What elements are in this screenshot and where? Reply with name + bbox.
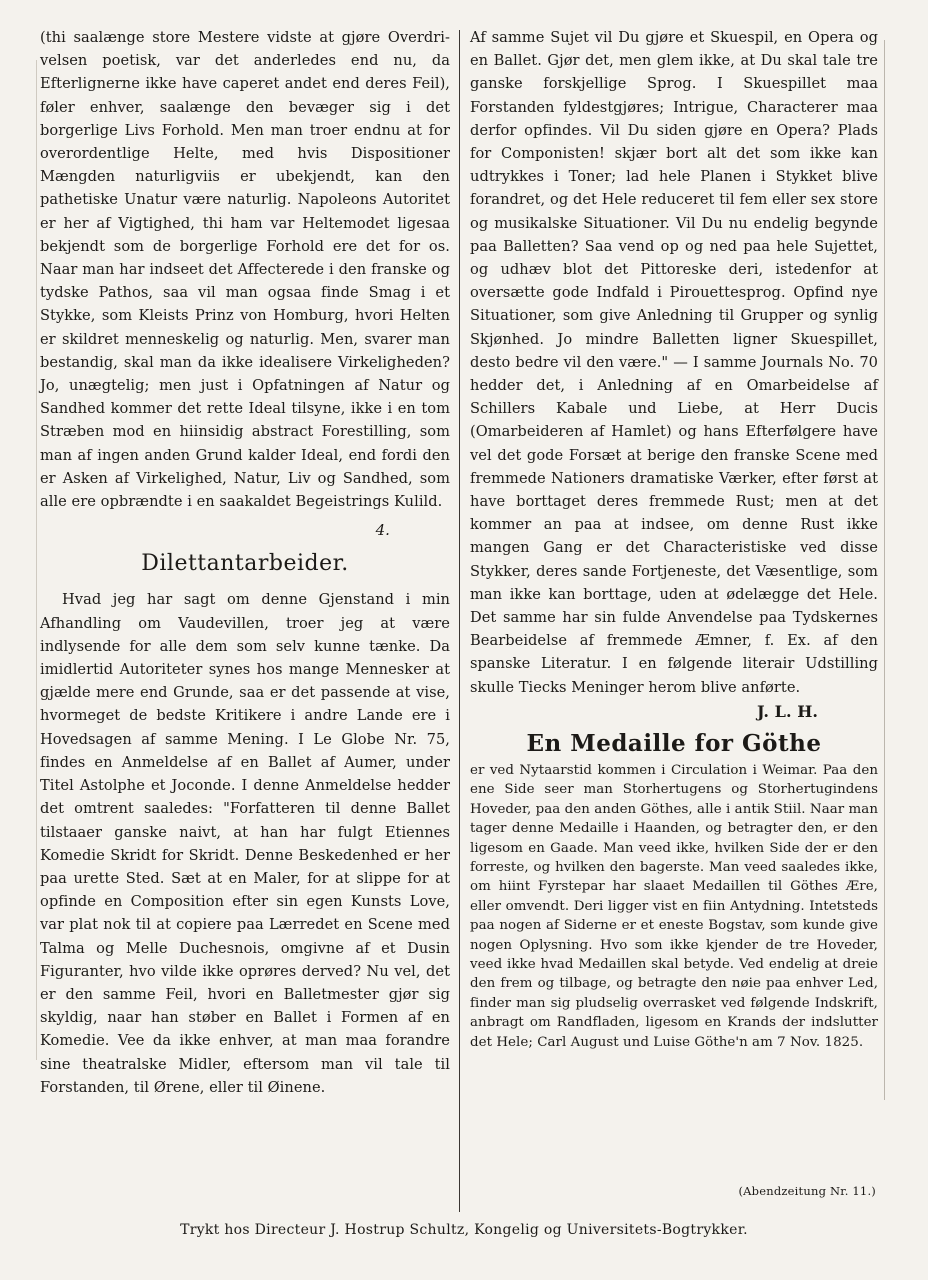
left-paragraph-1: (thi saalænge store Mestere vidste at gjøre Overdri-velsen poetisk, var det anderledes end nu, da Efterlignerne ikke have caperet andet end deres Feil), føler enhver, saalænge den bevæger sig i det borgerlige Livs Forhold. Men man troer endnu at for overordentlige Helte, med hvis Dispositioner Mængden naturligviis er ubekjendt, kan den pathetiske Unatur være naturlig. Napoleons Autoritet er her af Vigtighed, thi ham var Heltemodet ligesaa bekjendt som de borgerlige Forhold ere det for os. Naar man har indseet det Affecterede i den franske og tydske Pathos, saa vil man ogsaa finde Smag i et Stykke, som Kleists Prinz von Homburg, hvori Helten er skildret menneskelig og naturlig. Men, svarer man bestandig, skal man da ikke idealisere Virkeligheden? Jo, unægtelig; men just i Opfatningen af Natur og Sandhed kommer det rette Ideal tilsyne, ikke i en tom Stræben mod en hiinsidig abstract Forestilling, som man af ingen anden Grund kalder Ideal, end fordi den er Asken af Virkelighed, Natur, Liv og Sandhed, som alle ere opbrændte i en saakaldet Begeistrings Kulild.	[40, 29, 450, 511]
left-column	[40, 26, 450, 1099]
section-number: 4.	[375, 521, 390, 540]
printer-imprint: Trykt hos Directeur J. Hostrup Schultz, Kongelig og Universitets-Bogtrykker.	[180, 1222, 748, 1238]
left-paragraph-2: Hvad jeg har sagt om denne Gjenstand i min Afhandling om Vaudevillen, troer jeg at være indlysende for alle dem som selv kunne tænke. Da imidlertid Autoriteter synes hos mange Mennesker at gjælde mere end Grunde, saa er det passende at vise, hvormeget de bedste Kritikere i andre Lande ere i Hovedsagen af samme Mening. I Le Globe Nr. 75, findes en Anmeldelse af en Ballet af Aumer, under Titel Astolphe et Joconde. I denne Anmeldelse hedder det omtrent saaledes: "Forfatteren til denne Ballet tilstaaer ganske naivt, at han har fulgt Etiennes Komedie Skridt for Skridt. Denne Beskedenhed er her paa urette Sted. Sæt at en Maler, for at slippe for at opfinde en Composition efter sin egen Kunsts Love, var plat nok til at copiere paa Lærredet en Scene med Talma og Melle Duchesnois, omgivne af et Dusin Figuranter, hvo vilde ikke oprøres derved? Nu vel, det er den samme Feil, hvori en Balletmester gjør sig skyldig, naar han støber en Ballet i Formen af en Komedie. Vee da ikke enhver, at man maa forandre sine theatralske Midler, eftersom man vil tale til Forstanden, til Ørene, eller til Øinene.	[40, 591, 450, 1096]
right-margin-line	[884, 40, 885, 1100]
right-column	[470, 26, 878, 1052]
right-paragraph-2: er ved Nytaarstid kommen i Circulation i Weimar. Paa den ene Side seer man Storhertugens og Storhertugindens Hoveder, paa den anden Göthes, alle i antik Stiil. Naar man tager denne Medaille i Haanden, og betragter den, er den ligesom en Gaade. Man veed ikke, hvilken Side der er den forreste, og hvilken den bagerste. Man veed saaledes ikke, om hiint Fyrstepar har slaaet Medaillen til Göthes Ære, eller omvendt. Deri ligger vist en fiin Antydning. Intetsteds paa nogen af Siderne er et eneste Bogstav, som kunde give nogen Oplysning. Hvo som ikke kjender de tre Hoveder, veed ikke hvad Medaillen skal betyde. Ved endelig at dreie den frem og tilbage, og betragte den nøie paa enhver Led, finder man sig pludselig overrasket ved følgende Indskrift, anbragt om Randfladen, ligesom en Krands der indslutter det Hele; Carl August und Luise Göthe'n am 7 Nov. 1825.	[470, 762, 878, 1050]
left-margin-line	[36, 60, 37, 1060]
source-citation: (Abendzeitung Nr. 11.)	[738, 1184, 876, 1198]
right-paragraph-1: Af samme Sujet vil Du gjøre et Skuespil, en Opera og en Ballet. Gjør det, men glem ikke, at Du skal tale tre ganske forskjellige Sprog. I Skuespillet maa Forstanden fyldestgjøres; Intrigue, Characterer maa derfor opfindes. Vil Du siden gjøre en Opera? Plads for Componisten! skjær bort alt det som ikke kan udtrykkes i Toner; lad hele Planen i Stykket blive forandret, og det Hele reduceret til fem eller sex store og musikalske Situationer. Vil Du nu endelig begynde paa Balletten? Saa vend op og ned paa hele Sujettet, og udhæv blot det Pittoreske deri, istedenfor at oversætte gode Indfald i Pirouettesprog. Opfind nye Situationer, som give Anledning til Grupper og synlig Skjønhed. Jo mindre Balletten ligner Skuespillet, desto bedre vil den være." — I samme Journals No. 70 hedder det, i Anledning af en Omarbeidelse af Schillers Kabale und Liebe, at Herr Ducis (Omarbeideren af Hamlet) og hans Efterfølgere have vel det gode Forsæt at berige den franske Scene med fremmede Nationers dramatiske Værker, efter først at have borttaget deres fremmede Rust; men at det kommer an paa at indsee, om denne Rust ikke mangen Gang er det Characteristiske ved disse Stykker, deres sande Fortjeneste, det Væsentlige, som man ikke kan borttage, uden at ødelægge det Hele. Det samme har sin fulde Anvendelse paa Tydskernes Bearbeidelse af fremmede Æmner, f. Ex. af den spanske Literatur. I en følgende literair Udstilling skulle Tiecks Meninger herom blive anførte.	[470, 29, 878, 696]
section-heading-medaille: En Medaille for Göthe	[526, 729, 822, 757]
author-signature: J. L. H.	[757, 701, 818, 721]
section-heading-dilettantarbeider: Dilettantarbeider.	[141, 551, 349, 577]
column-divider	[459, 30, 460, 1212]
